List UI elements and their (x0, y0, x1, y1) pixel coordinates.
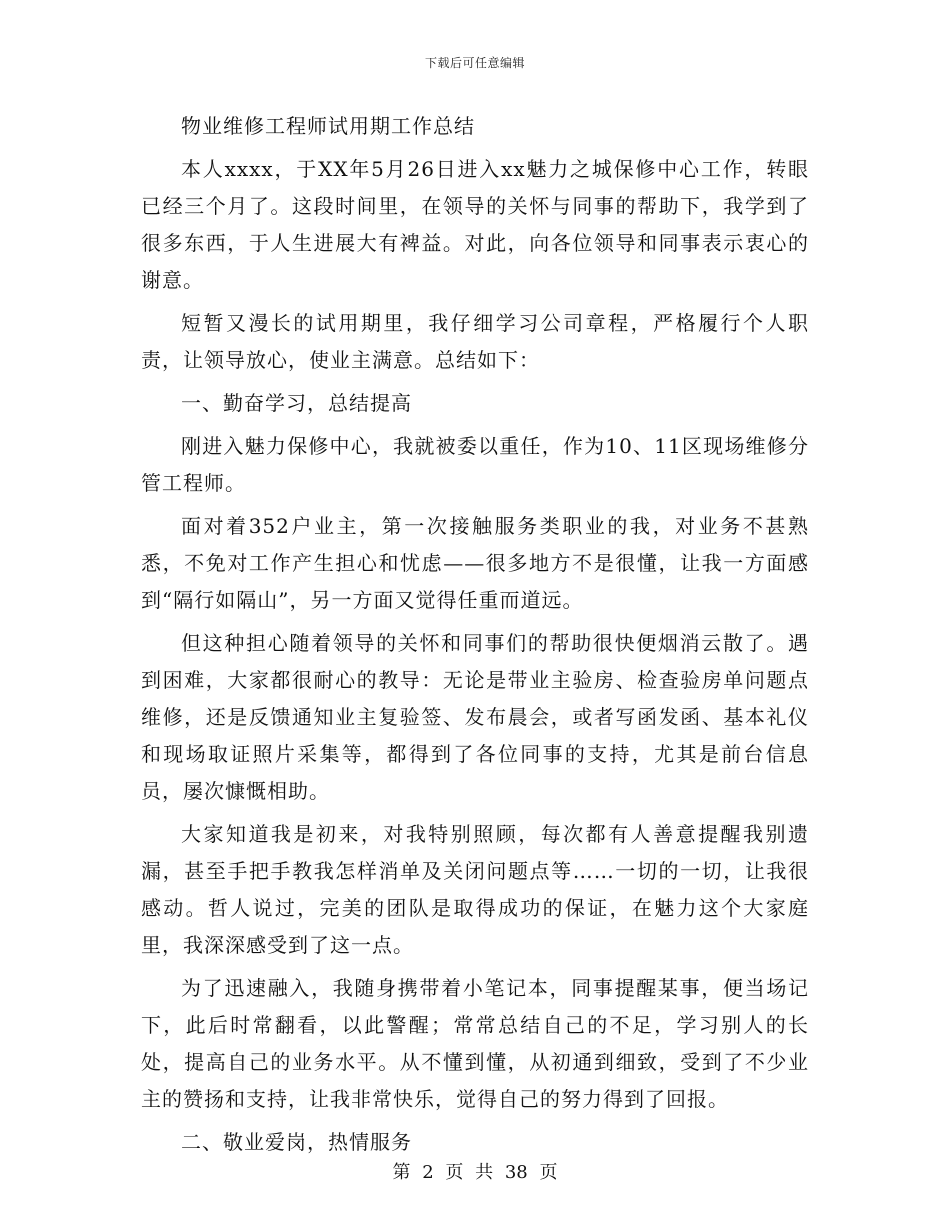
document-title: 物业维修工程师试用期工作总结 (181, 114, 475, 138)
paragraph-improvement: 为了迅速融入，我随身携带着小笔记本，同事提醒某事，便当场记下，此后时常翻看，以此警醒；常常总结自己的不足，学习别人的长处，提高自己的业务水平。从不懂到懂，从初通到细致，受到了不少业主的赞扬和支持，让我非常快乐，觉得自己的努力得到了回报。 (141, 976, 809, 1111)
paragraph-intro: 本人xxxx，于XX年5月26日进入xx魅力之城保修中心工作，转眼已经三个月了。这段时间里，在领导的关怀与同事的帮助下，我学到了很多东西，于人生进展大有裨益。对此，向各位领导和同事表示衷心的谢意。 (141, 157, 809, 292)
paragraph-support: 但这种担心随着领导的关怀和同事们的帮助很快便烟消云散了。遇到困难，大家都很耐心的教导：无论是带业主验房、检查验房单问题点维修，还是反馈通知业主复验签、发布晨会，或者写函发函、基本礼仪和现场取证照片采集等，都得到了各位同事的支持，尤其是前台信息员，屡次慷慨相助。 (141, 631, 809, 803)
page-number: 第 2 页 共 38 页 (392, 1162, 558, 1183)
page-header: 下载后可任意编辑 (424, 56, 525, 70)
document-body (141, 108, 809, 1167)
section-heading-2: 二、敬业爱岗，热情服务 (181, 1130, 412, 1154)
paragraph-role: 刚进入魅力保修中心，我就被委以重任，作为10、11区现场维修分管工程师。 (141, 434, 809, 495)
section-heading-1: 一、勤奋学习，总结提高 (181, 391, 412, 415)
paragraph-challenge: 面对着352户业主，第一次接触服务类职业的我，对业务不甚熟悉，不免对工作产生担心和忧虑——很多地方不是很懂，让我一方面感到“隔行如隔山”，另一方面又觉得任重而道远。 (141, 514, 809, 612)
paragraph-team: 大家知道我是初来，对我特别照顾，每次都有人善意提醒我别遗漏，甚至手把手教我怎样消单及关闭问题点等……一切的一切，让我很感动。哲人说过，完美的团队是取得成功的保证，在魅力这个大家庭里，我深深感受到了这一点。 (141, 822, 809, 957)
paragraph-summary-lead: 短暂又漫长的试用期里，我仔细学习公司章程，严格履行个人职责，让领导放心，使业主满意。总结如下： (141, 311, 809, 372)
